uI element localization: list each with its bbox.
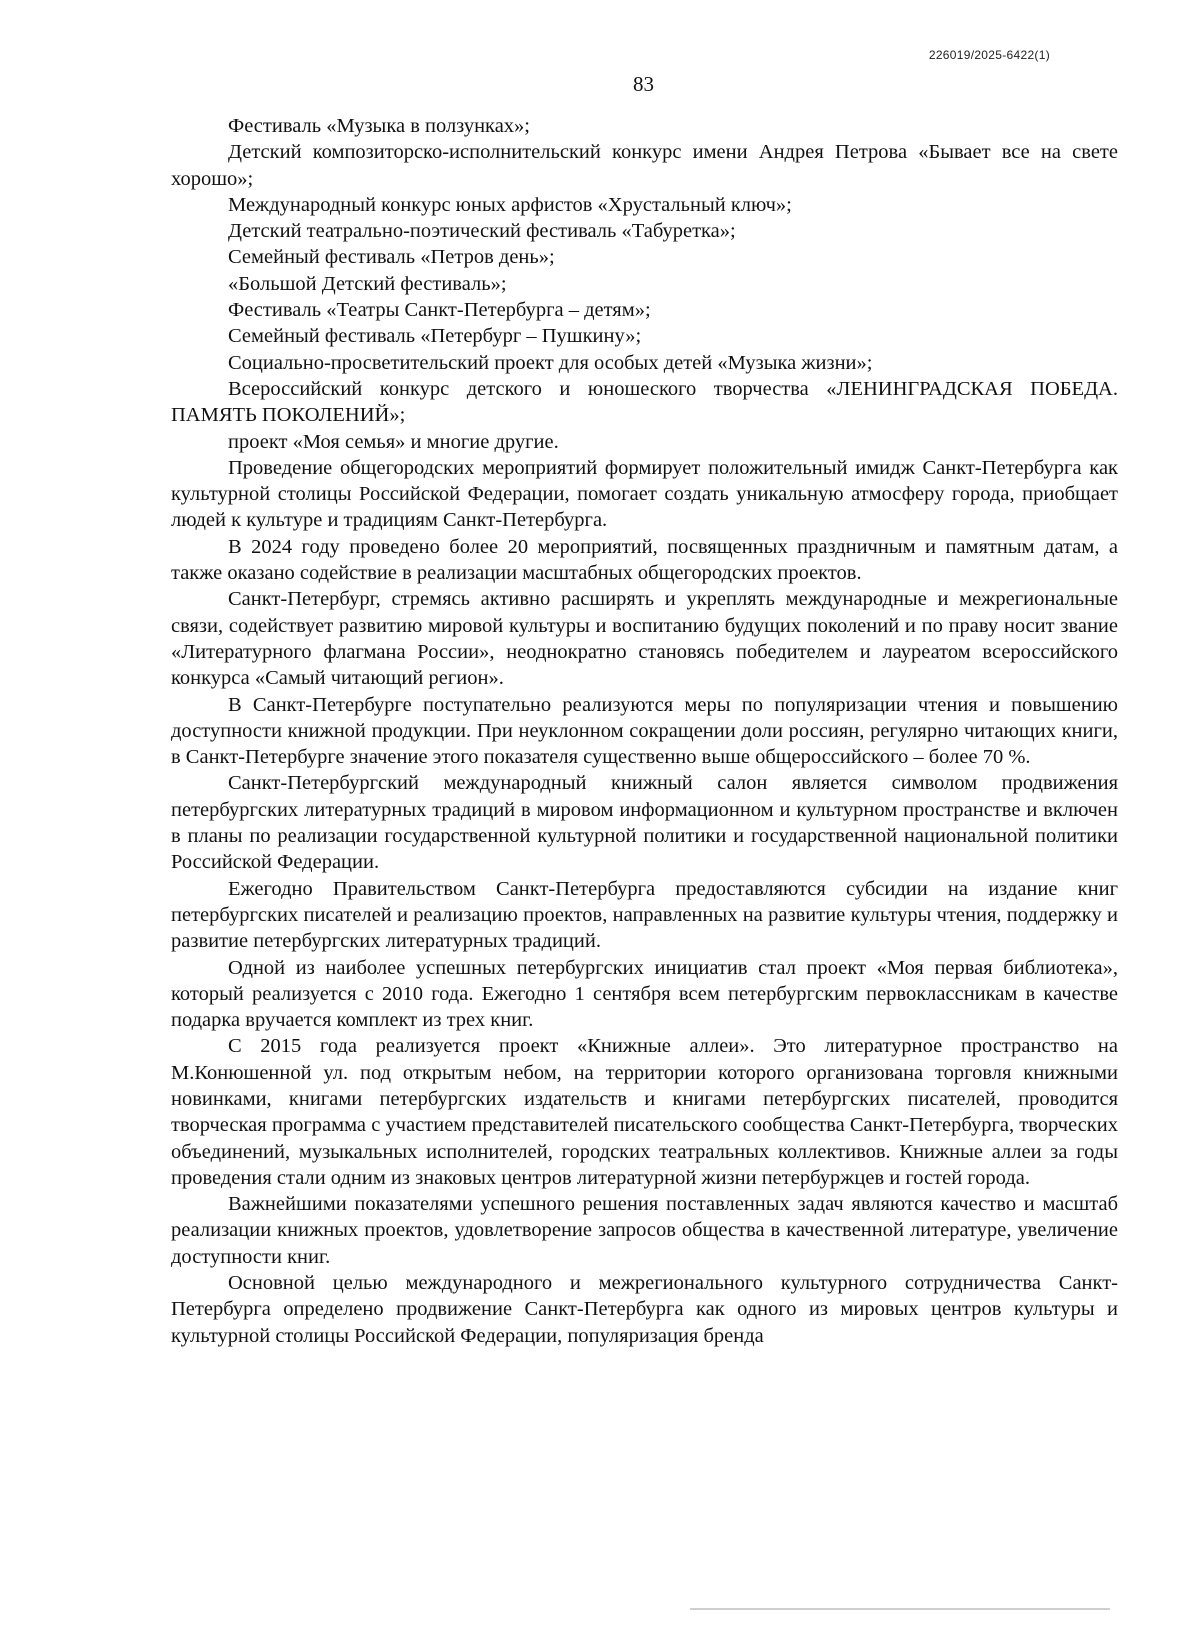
- paragraph: Ежегодно Правительством Санкт-Петербурга предоставляются субсидии на издание книг петербургских писателей и реализацию проектов, направленных на развитие культуры чтения, поддержку и развитие петербургских литературных традиций.: [171, 877, 1118, 953]
- list-item: Детский композиторско-исполнительский конкурс имени Андрея Петрова «Бывает все на свете хорошо»;: [171, 141, 1118, 190]
- page-number: 83: [633, 72, 654, 96]
- paragraph: Санкт-Петербургский международный книжный салон является символом продвижения петербургских литературных традиций в мировом информационном и культурном пространстве и включен в планы по реализации государственной культурной политики и государственной национальной политики Российской Федерации.: [171, 772, 1118, 874]
- paragraph: В 2024 году проведено более 20 мероприятий, посвященных праздничным и памятным датам, а также оказано содействие в реализации масштабных общегородских проектов.: [171, 535, 1118, 585]
- list-item: Международный конкурс юных арфистов «Хрустальный ключ»;: [228, 193, 792, 216]
- list-item: Семейный фестиваль «Петров день»;: [228, 246, 555, 269]
- list-item: Семейный фестиваль «Петербург – Пушкину»;: [228, 325, 642, 348]
- list-item: Социально-просветительский проект для особых детей «Музыка жизни»;: [228, 351, 873, 374]
- paragraph: В Санкт-Петербурге поступательно реализуются меры по популяризации чтения и повышению доступности книжной продукции. При неуклонном сокращении доли россиян, регулярно читающих книги, в Санкт-Петербурге значение этого показателя существенно выше общероссийского – более 70 %.: [171, 693, 1118, 769]
- list-item: Детский театрально-поэтический фестиваль «Табуретка»;: [228, 220, 736, 243]
- list-item: «Большой Детский фестиваль»;: [228, 272, 507, 295]
- paragraph: С 2015 года реализуется проект «Книжные аллеи». Это литературное пространство на М.Конюшенной ул. под открытым небом, на территории которого организована торговля книжными новинками, книгами петербургских издательств и книгами петербургских писателей, проводится творческая программа с участием представителей писательского сообщества Санкт-Петербурга, творческих объединений, музыкальных исполнителей, городских театральных коллективов. Книжные аллеи за годы проведения стали одним из знаковых центров литературной жизни петербуржцев и гостей города.: [171, 1035, 1118, 1189]
- list-item: проект «Моя семья» и многие другие.: [228, 430, 559, 453]
- scan-edge-line: [690, 1608, 1110, 1610]
- list-item: Фестиваль «Театры Санкт-Петербурга – детям»;: [228, 299, 651, 322]
- list-item: Фестиваль «Музыка в ползунках»;: [228, 115, 531, 137]
- paragraph: Основной целью международного и межрегионального культурного сотрудничества Санкт-Петербурга определено продвижение Санкт-Петербурга как одного из мировых центров культуры и культурной столицы Российской Федерации, популяризация бренда: [171, 1272, 1118, 1347]
- paragraph: Одной из наиболее успешных петербургских инициатив стал проект «Моя первая библиотека», который реализуется с 2010 года. Ежегодно 1 сентября всем петербургским первоклассникам в качестве подарка вручается комплект из трех книг.: [171, 956, 1118, 1032]
- paragraph: Важнейшими показателями успешного решения поставленных задач являются качество и масштаб реализации книжных проектов, удовлетворение запросов общества в качественной литературе, увеличение доступности книг.: [171, 1193, 1118, 1268]
- page-body: [171, 113, 1118, 1349]
- document-registration-number: 226019/2025-6422(1): [928, 48, 1050, 62]
- paragraph: Санкт-Петербург, стремясь активно расширять и укреплять международные и межрегиональные связи, содействует развитию мировой культуры и воспитанию будущих поколений и по праву носит звание «Литературного флагмана России», неоднократно становясь победителем и лауреатом всероссийского конкурса «Самый читающий регион».: [171, 588, 1118, 690]
- paragraph: Проведение общегородских мероприятий формирует положительный имидж Санкт-Петербурга как культурной столицы Российской Федерации, помогает создать уникальную атмосферу города, приобщает людей к культуре и традициям Санкт-Петербурга.: [171, 456, 1118, 532]
- list-item: Всероссийский конкурс детского и юношеского творчества «ЛЕНИНГРАДСКАЯ ПОБЕДА. ПАМЯТЬ ПОКОЛЕНИЙ»;: [171, 377, 1118, 427]
